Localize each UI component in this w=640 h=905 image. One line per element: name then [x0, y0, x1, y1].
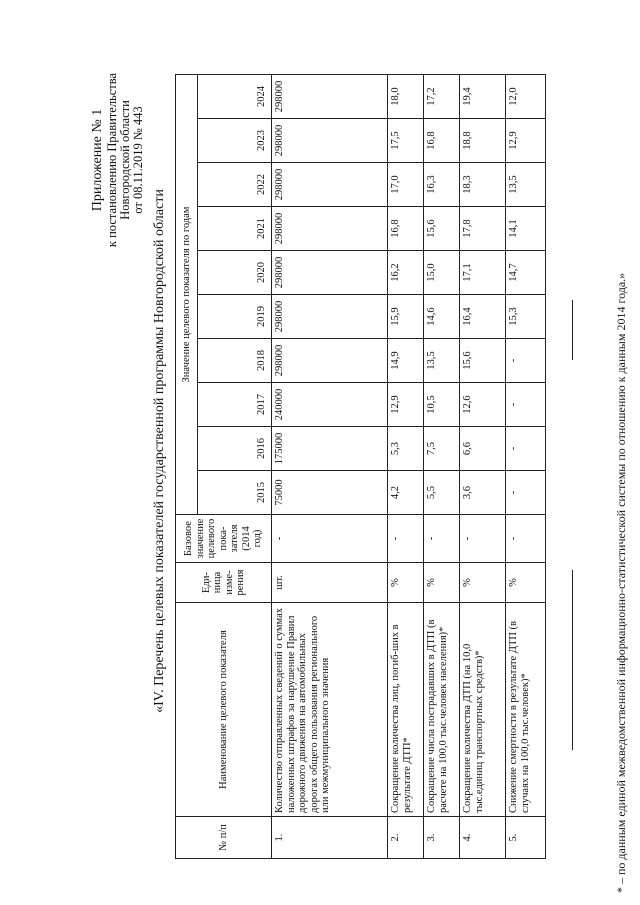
value-cell-2020: 14,7: [506, 251, 546, 295]
header-year-2016: 2016: [198, 427, 272, 471]
header-year-2021: 2021: [198, 207, 272, 251]
value-cell-2024: 298000: [272, 75, 388, 119]
annex-line-2: к постановлению Правительства: [105, 72, 119, 248]
footnote-separator: [572, 570, 573, 750]
base-value-cell: -: [424, 515, 460, 563]
value-cell-2024: 17,2: [424, 75, 460, 119]
unit-cell: шт.: [272, 563, 388, 603]
table-row: [506, 75, 546, 859]
header-num: № п/п: [176, 817, 272, 859]
annex-line-4: от 08.11.2019 № 443: [131, 106, 145, 214]
unit-cell: %: [424, 563, 460, 603]
value-cell-2022: 298000: [272, 163, 388, 207]
value-cell-2021: 14,1: [506, 207, 546, 251]
table-row: [388, 75, 424, 859]
base-value-cell: -: [388, 515, 424, 563]
value-cell-2019: 298000: [272, 295, 388, 339]
value-cell-2016: -: [506, 427, 546, 471]
value-cell-2015: 5,5: [424, 471, 460, 515]
indicator-name: Сокращение количества лиц, погиб-ших в результате ДТП*: [388, 603, 424, 817]
header-row-top: [176, 75, 198, 859]
value-cell-2023: 298000: [272, 119, 388, 163]
unit-cell: %: [506, 563, 546, 603]
value-cell-2018: -: [506, 339, 546, 383]
header-base: Базовое значение целевого пока-зателя (2014 год): [176, 515, 272, 563]
indicator-name: Сокращение числа пострадавших в ДТП (в расчете на 100,0 тыс.человек населения)*: [424, 603, 460, 817]
value-cell-2021: 298000: [272, 207, 388, 251]
annex-header: [90, 30, 145, 290]
header-year-2024: 2024: [198, 75, 272, 119]
value-cell-2020: 298000: [272, 251, 388, 295]
table-row: [460, 75, 506, 859]
value-cell-2018: 13,5: [424, 339, 460, 383]
value-cell-2018: 15,6: [460, 339, 506, 383]
footnote: * – по данным единой межведомственной информационно-статистической системы по отношению к данным 2014 года.»: [614, 272, 628, 893]
value-cell-2019: 15,3: [506, 295, 546, 339]
row-number: 2.: [388, 817, 424, 859]
unit-cell: %: [460, 563, 506, 603]
value-cell-2023: 18,8: [460, 119, 506, 163]
value-cell-2015: 4,2: [388, 471, 424, 515]
header-name: Наименование целевого показателя: [176, 603, 272, 817]
indicator-name: Сокращение количества ДТП (на 10,0 тыс.единиц транспортных средств)*: [460, 603, 506, 817]
value-cell-2024: 12,0: [506, 75, 546, 119]
value-cell-2024: 18,0: [388, 75, 424, 119]
value-cell-2016: 5,3: [388, 427, 424, 471]
annex-line-3: Новгородской области: [118, 100, 132, 220]
value-cell-2019: 14,6: [424, 295, 460, 339]
value-cell-2021: 16,8: [388, 207, 424, 251]
unit-cell: %: [388, 563, 424, 603]
value-cell-2020: 16,2: [388, 251, 424, 295]
value-cell-2016: 7,5: [424, 427, 460, 471]
row-number: 3.: [424, 817, 460, 859]
value-cell-2017: 12,6: [460, 383, 506, 427]
header-years-group: Значение целевого показателя по годам: [176, 75, 198, 515]
header-year-2018: 2018: [198, 339, 272, 383]
value-cell-2015: -: [506, 471, 546, 515]
value-cell-2022: 13,5: [506, 163, 546, 207]
value-cell-2016: 175000: [272, 427, 388, 471]
value-cell-2022: 17,0: [388, 163, 424, 207]
value-cell-2017: 12,9: [388, 383, 424, 427]
header-unit: Еди-ница изме-рения: [176, 563, 272, 603]
value-cell-2019: 15,9: [388, 295, 424, 339]
row-number: 1.: [272, 817, 388, 859]
footnote-separator-short: [572, 300, 573, 360]
table-row: [424, 75, 460, 859]
value-cell-2018: 298000: [272, 339, 388, 383]
header-year-2017: 2017: [198, 383, 272, 427]
header-year-2015: 2015: [198, 471, 272, 515]
value-cell-2022: 16,3: [424, 163, 460, 207]
value-cell-2017: -: [506, 383, 546, 427]
value-cell-2016: 6,6: [460, 427, 506, 471]
base-value-cell: -: [460, 515, 506, 563]
value-cell-2017: 240000: [272, 383, 388, 427]
row-number: 4.: [460, 817, 506, 859]
base-value-cell: -: [506, 515, 546, 563]
indicator-name: Снижение смертности в результате ДТП (в случаях на 100,0 тыс.человек)*: [506, 603, 546, 817]
value-cell-2023: 12,9: [506, 119, 546, 163]
row-number: 5.: [506, 817, 546, 859]
value-cell-2018: 14,9: [388, 339, 424, 383]
value-cell-2023: 17,5: [388, 119, 424, 163]
document-title: «IV. Перечень целевых показателей государственной программы Новгородской области: [152, 189, 167, 713]
value-cell-2024: 19,4: [460, 75, 506, 119]
header-year-2023: 2023: [198, 119, 272, 163]
base-value-cell: -: [272, 515, 388, 563]
indicator-name: Количество отправленных сведений о суммах наложенных штрафов за нарушение Правил дорожного движения на автомобильных дорогах общего пользования регионального или межмуниципального значения: [272, 603, 388, 817]
annex-number: Приложение № 1: [90, 108, 105, 212]
value-cell-2017: 10,5: [424, 383, 460, 427]
header-year-2019: 2019: [198, 295, 272, 339]
header-year-2020: 2020: [198, 251, 272, 295]
value-cell-2019: 16,4: [460, 295, 506, 339]
value-cell-2015: 75000: [272, 471, 388, 515]
value-cell-2023: 16,8: [424, 119, 460, 163]
value-cell-2020: 15,0: [424, 251, 460, 295]
value-cell-2021: 17,8: [460, 207, 506, 251]
table-row: [272, 75, 388, 859]
header-year-2022: 2022: [198, 163, 272, 207]
value-cell-2015: 3,6: [460, 471, 506, 515]
value-cell-2021: 15,6: [424, 207, 460, 251]
value-cell-2022: 18,3: [460, 163, 506, 207]
indicators-table: [175, 74, 546, 859]
value-cell-2020: 17,1: [460, 251, 506, 295]
